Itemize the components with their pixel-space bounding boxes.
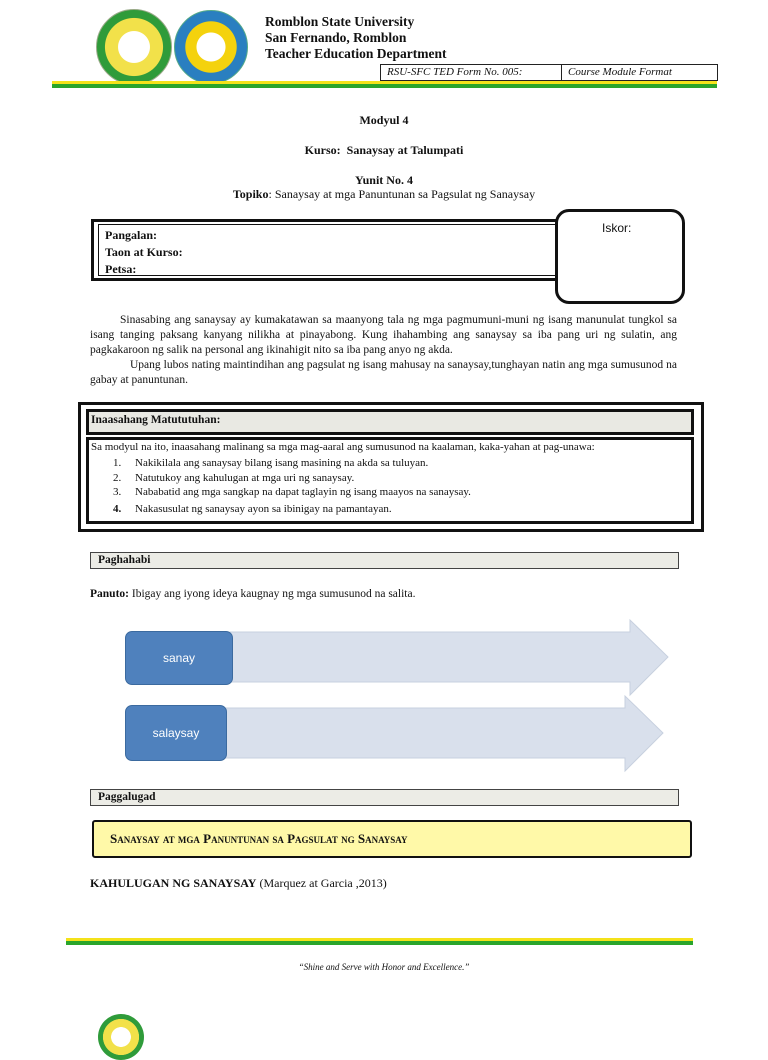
student-info-box bbox=[91, 219, 565, 281]
score-box bbox=[555, 209, 685, 304]
objective-item: 2. Natutukoy ang kahulugan at mga uri ng sanaysay. bbox=[113, 471, 355, 484]
topiko-value: : Sanaysay at mga Panuntunan sa Pagsulat ng Sanaysay bbox=[268, 187, 536, 201]
ted-seal-logo bbox=[174, 10, 248, 84]
intro-paragraph-2: Upang lubos nating maintindihan ang pagsulat ng isang mahusay na sanaysay,tunghayan natin ang mga sumusunod na gabay at panuntunan. bbox=[90, 359, 677, 386]
word-box-salaysay[interactable]: salaysay bbox=[125, 705, 227, 761]
campus-location: San Fernando, Romblon bbox=[265, 30, 407, 45]
panuto-text: Ibigay ang iyong ideya kaugnay ng mga sumusunod na salita. bbox=[128, 588, 416, 600]
rsu-seal-partial-logo bbox=[98, 1014, 144, 1060]
arrow-shape-1 bbox=[230, 620, 668, 695]
header-text bbox=[265, 14, 447, 62]
yunit-line: Yunit No. 4 bbox=[355, 173, 413, 187]
paggalugad-title: Paggalugad bbox=[98, 791, 156, 803]
objectives-title-box bbox=[86, 409, 694, 435]
university-name: Romblon State University bbox=[265, 14, 415, 29]
kahulugan-label: KAHULUGAN NG SANAYSAY bbox=[90, 876, 257, 890]
name-label: Pangalan: bbox=[105, 228, 158, 242]
objective-item: 3. Nababatid ang mga sangkap na dapat taglayin ng isang maayos na sanaysay. bbox=[113, 486, 471, 498]
objectives-title: Inaasahang Matututuhan: bbox=[91, 414, 221, 426]
department-name: Teacher Education Department bbox=[265, 46, 447, 61]
footer-stripe bbox=[66, 938, 693, 945]
topiko-line bbox=[0, 187, 768, 202]
panuto-label: Panuto: bbox=[90, 588, 129, 600]
form-number: RSU-SFC TED Form No. 005: bbox=[381, 65, 562, 80]
kahulugan-source: (Marquez at Garcia ,2013) bbox=[256, 876, 387, 890]
objective-item: 1. Nakikilala ang sanaysay bilang isang masining na akda sa tuluyan. bbox=[113, 457, 429, 469]
year-course-label: Taon at Kurso: bbox=[105, 245, 183, 259]
paghahabi-title: Paghahabi bbox=[98, 554, 151, 566]
topiko-label: Topiko bbox=[232, 187, 269, 201]
header bbox=[0, 0, 768, 95]
banner-text: Sanaysay at mga Panuntunan sa Pagsulat ng Sanaysay bbox=[110, 831, 408, 846]
kurso-line bbox=[0, 143, 768, 158]
objectives-body bbox=[86, 437, 694, 524]
form-number-box bbox=[380, 64, 718, 81]
kurso-value: Sanaysay at Talumpati bbox=[346, 143, 464, 157]
intro-paragraph-1: Sinasabing ang sanaysay ay kumakatawan sa maanyong tala ng mga pagmumuni-muni ng isang manunulat tungkol sa isang tanging paksang kanyang nilikha at pinayabong. Kung ihahambing ang sanaysay sa iba pang uri ng sulatin, ang pagkakaroon ng salik na personal ang ikinahigit nito sa iba pang anyo ng akda. bbox=[90, 314, 677, 356]
arrow-shape-2 bbox=[225, 696, 663, 771]
module-title: Modyul 4 bbox=[359, 113, 409, 127]
paghahabi-header bbox=[90, 552, 679, 569]
score-label: Iskor: bbox=[602, 221, 632, 235]
date-label: Petsa: bbox=[105, 262, 137, 276]
word-box-sanay[interactable]: sanay bbox=[125, 631, 233, 685]
paggalugad-header bbox=[90, 789, 679, 806]
objectives-list bbox=[113, 456, 471, 516]
objective-item: 4. Nakasusulat ng sanaysay ayon sa ibinigay na pamantayan. bbox=[113, 502, 392, 515]
rsu-seal-logo bbox=[96, 9, 172, 85]
kurso-label: Kurso: bbox=[304, 143, 341, 157]
topic-banner bbox=[92, 820, 692, 858]
kahulugan-line bbox=[90, 876, 387, 891]
header-stripe bbox=[52, 81, 717, 88]
footer-motto: “Shine and Serve with Honor and Excellence.” bbox=[298, 962, 470, 972]
form-type: Course Module Format bbox=[568, 66, 672, 78]
panuto-line bbox=[90, 588, 415, 600]
objectives-lead: Sa modyul na ito, inaasahang malinang sa mga mag-aaral ang sumusunod na kaalaman, kaka-yahan at pag-unawa: bbox=[91, 441, 595, 453]
